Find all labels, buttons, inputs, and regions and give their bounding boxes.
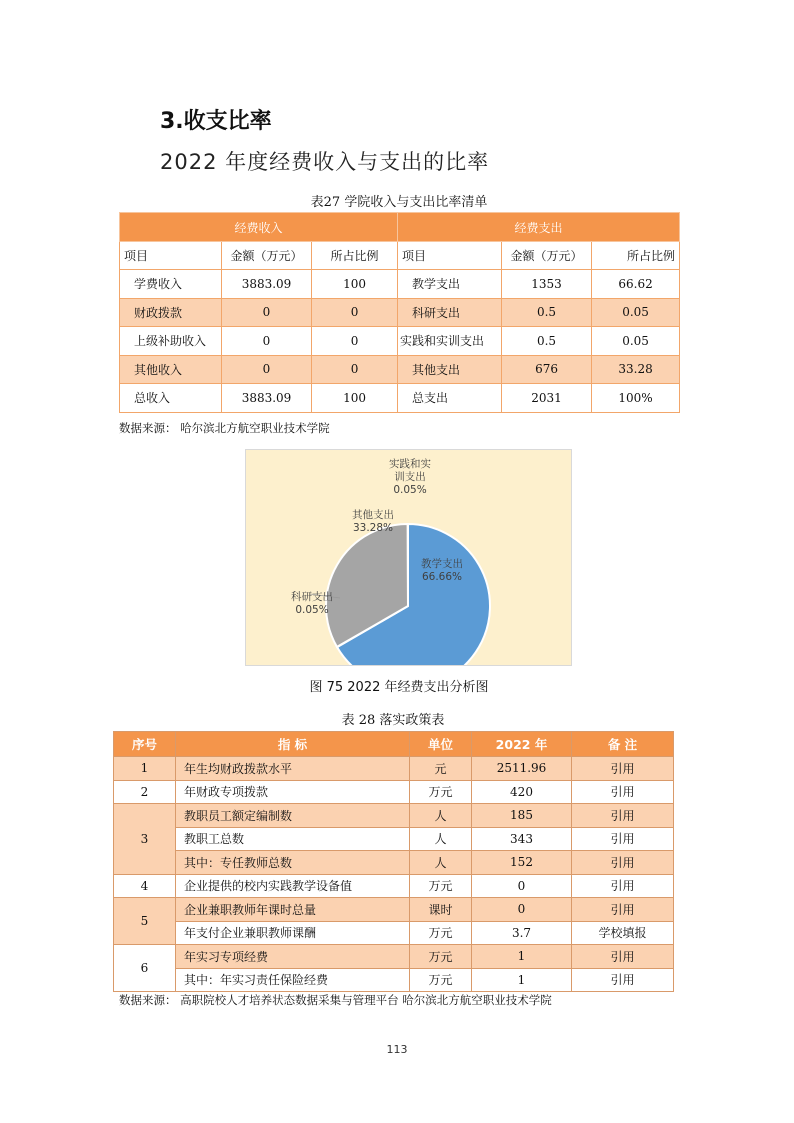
- table28-cell: 人: [410, 851, 472, 875]
- table27-cell: 1353: [502, 270, 592, 299]
- pie-data-label: 教学支出: [421, 558, 463, 570]
- table27-header-cell: 所占比例: [592, 242, 680, 270]
- group-expense-cell: 经费支出: [398, 213, 680, 242]
- table28-cell: 企业提供的校内实践教学设备值: [176, 874, 410, 898]
- pie-data-label: 33.28%: [352, 522, 394, 534]
- table28-cell: 引用: [572, 780, 674, 804]
- table28-cell: 引用: [572, 874, 674, 898]
- table28-cell: 0: [472, 874, 572, 898]
- table28-cell: 元: [410, 757, 472, 781]
- table27-group-row: [120, 213, 680, 242]
- table28-cell: 年财政专项拨款: [176, 780, 410, 804]
- table28-cell: 万元: [410, 945, 472, 969]
- table27-cell: 0: [312, 327, 398, 356]
- table27-cell: 100: [312, 270, 398, 299]
- table28-index-cell: 6: [114, 945, 176, 992]
- table28-index-cell: 4: [114, 874, 176, 898]
- table27-row: [120, 327, 680, 356]
- table28-header-cell: 备 注: [572, 732, 674, 757]
- table28-cell: 343: [472, 827, 572, 851]
- table28-row: [114, 827, 674, 851]
- table28-cell: 引用: [572, 851, 674, 875]
- table27-cell: 0: [222, 355, 312, 384]
- table28-cell: 万元: [410, 968, 472, 992]
- table28-cell: 人: [410, 827, 472, 851]
- table28-cell: 万元: [410, 921, 472, 945]
- table28-cell: 学校填报: [572, 921, 674, 945]
- table27-source: 数据来源： 哈尔滨北方航空职业技术学院: [119, 421, 330, 435]
- table28-index-cell: 5: [114, 898, 176, 945]
- table28-cell: 其中：专任教师总数: [176, 851, 410, 875]
- table27-cell: 总收入: [120, 384, 222, 413]
- table27-cell: 0: [222, 327, 312, 356]
- section-title: 3.收支比率: [160, 109, 272, 134]
- table28-cell: 年生均财政拨款水平: [176, 757, 410, 781]
- page-number: 113: [386, 1043, 408, 1056]
- table28-row: [114, 874, 674, 898]
- table28-index-cell: 1: [114, 757, 176, 781]
- table28-cell: 教职工总数: [176, 827, 410, 851]
- table28-cell: 其中：年实习责任保险经费: [176, 968, 410, 992]
- section-subtitle: 2022 年度经费收入与支出的比率: [160, 150, 490, 174]
- table28-cell: 3.7: [472, 921, 572, 945]
- table28-cell: 引用: [572, 757, 674, 781]
- table27-cell: 其他支出: [398, 355, 502, 384]
- table28-cell: 引用: [572, 945, 674, 969]
- table27-cell: 0.5: [502, 327, 592, 356]
- table27-cell: 33.28: [592, 355, 680, 384]
- table27-cell: 其他收入: [120, 355, 222, 384]
- table27-header-cell: 金额（万元）: [502, 242, 592, 270]
- table28-cell: 教职员工额定编制数: [176, 804, 410, 828]
- table28-index-cell: 2: [114, 780, 176, 804]
- table27-cell: 3883.09: [222, 384, 312, 413]
- table28-cell: 185: [472, 804, 572, 828]
- table27-header-row: [120, 242, 680, 270]
- pie-data-label: 其他支出: [352, 509, 394, 521]
- table28-source: 数据来源： 高职院校人才培养状态数据采集与管理平台 哈尔滨北方航空职业技术学院: [119, 993, 552, 1007]
- expense-pie-chart: [245, 449, 572, 666]
- table28-cell: 年支付企业兼职教师课酬: [176, 921, 410, 945]
- table27-cell: 66.62: [592, 270, 680, 299]
- pie-data-label: 实践和实: [389, 458, 431, 470]
- table28-cell: 1: [472, 968, 572, 992]
- table27-cell: 教学支出: [398, 270, 502, 299]
- pie-data-label: 66.66%: [421, 571, 463, 583]
- table28-cell: 课时: [410, 898, 472, 922]
- figure-caption: 图 75 2022 年经费支出分析图: [309, 680, 489, 695]
- table27-cell: 0: [312, 298, 398, 327]
- table27-header-cell: 金额（万元）: [222, 242, 312, 270]
- table28-cell: 2511.96: [472, 757, 572, 781]
- table27-cell: 0.5: [502, 298, 592, 327]
- table28-caption: 表 28 落实政策表: [341, 713, 445, 728]
- table28-cell: 引用: [572, 968, 674, 992]
- table28-header-cell: 2022 年: [472, 732, 572, 757]
- table28-row: [114, 921, 674, 945]
- table27-cell: 0.05: [592, 327, 680, 356]
- table27-header-cell: 所占比例: [312, 242, 398, 270]
- policy-table: [113, 731, 674, 992]
- table27-cell: 学费收入: [120, 270, 222, 299]
- group-income-cell: 经费收入: [120, 213, 398, 242]
- table27-cell: 实践和实训支出: [398, 327, 502, 356]
- table27-row: [120, 298, 680, 327]
- table28-cell: 万元: [410, 780, 472, 804]
- pie-data-label: 训支出: [394, 471, 426, 483]
- table28-row: [114, 945, 674, 969]
- table28-cell: 人: [410, 804, 472, 828]
- table27-caption: 表27 学院收入与支出比率清单: [310, 195, 488, 210]
- table27-row: [120, 270, 680, 299]
- table28-header-row: [114, 732, 674, 757]
- table27-cell: 总支出: [398, 384, 502, 413]
- table28-row: [114, 757, 674, 781]
- table28-cell: 引用: [572, 804, 674, 828]
- pie-data-label: 0.05%: [295, 604, 329, 616]
- table27-cell: 676: [502, 355, 592, 384]
- table28-cell: 0: [472, 898, 572, 922]
- table27-header-cell: 项目: [120, 242, 222, 270]
- table28-header-cell: 单位: [410, 732, 472, 757]
- table28-index-cell: 3: [114, 804, 176, 875]
- table27-cell: 0: [312, 355, 398, 384]
- table28-row: [114, 780, 674, 804]
- table27-cell: 0.05: [592, 298, 680, 327]
- table27-row: [120, 384, 680, 413]
- table28-cell: 420: [472, 780, 572, 804]
- table27-cell: 科研支出: [398, 298, 502, 327]
- income-expense-table: [119, 212, 680, 413]
- table28-cell: 152: [472, 851, 572, 875]
- table27-cell: 2031: [502, 384, 592, 413]
- table28-row: [114, 968, 674, 992]
- table27-cell: 3883.09: [222, 270, 312, 299]
- pie-data-label: 科研支出: [291, 591, 333, 603]
- table28-header-cell: 指 标: [176, 732, 410, 757]
- table28-row: [114, 804, 674, 828]
- table28-row: [114, 898, 674, 922]
- pie-data-label: 0.05%: [393, 484, 427, 496]
- table28-cell: 引用: [572, 898, 674, 922]
- table27-cell: 100: [312, 384, 398, 413]
- table27-cell: 0: [222, 298, 312, 327]
- table28-cell: 企业兼职教师年课时总量: [176, 898, 410, 922]
- table27-cell: 财政拨款: [120, 298, 222, 327]
- table27-cell: 上级补助收入: [120, 327, 222, 356]
- table28-cell: 万元: [410, 874, 472, 898]
- table27-header-cell: 项目: [398, 242, 502, 270]
- table27-cell: 100%: [592, 384, 680, 413]
- table27-row: [120, 355, 680, 384]
- table28-cell: 年实习专项经费: [176, 945, 410, 969]
- table28-row: [114, 851, 674, 875]
- table28-cell: 引用: [572, 827, 674, 851]
- table28-header-cell: 序号: [114, 732, 176, 757]
- pie-svg: [246, 450, 571, 665]
- table28-cell: 1: [472, 945, 572, 969]
